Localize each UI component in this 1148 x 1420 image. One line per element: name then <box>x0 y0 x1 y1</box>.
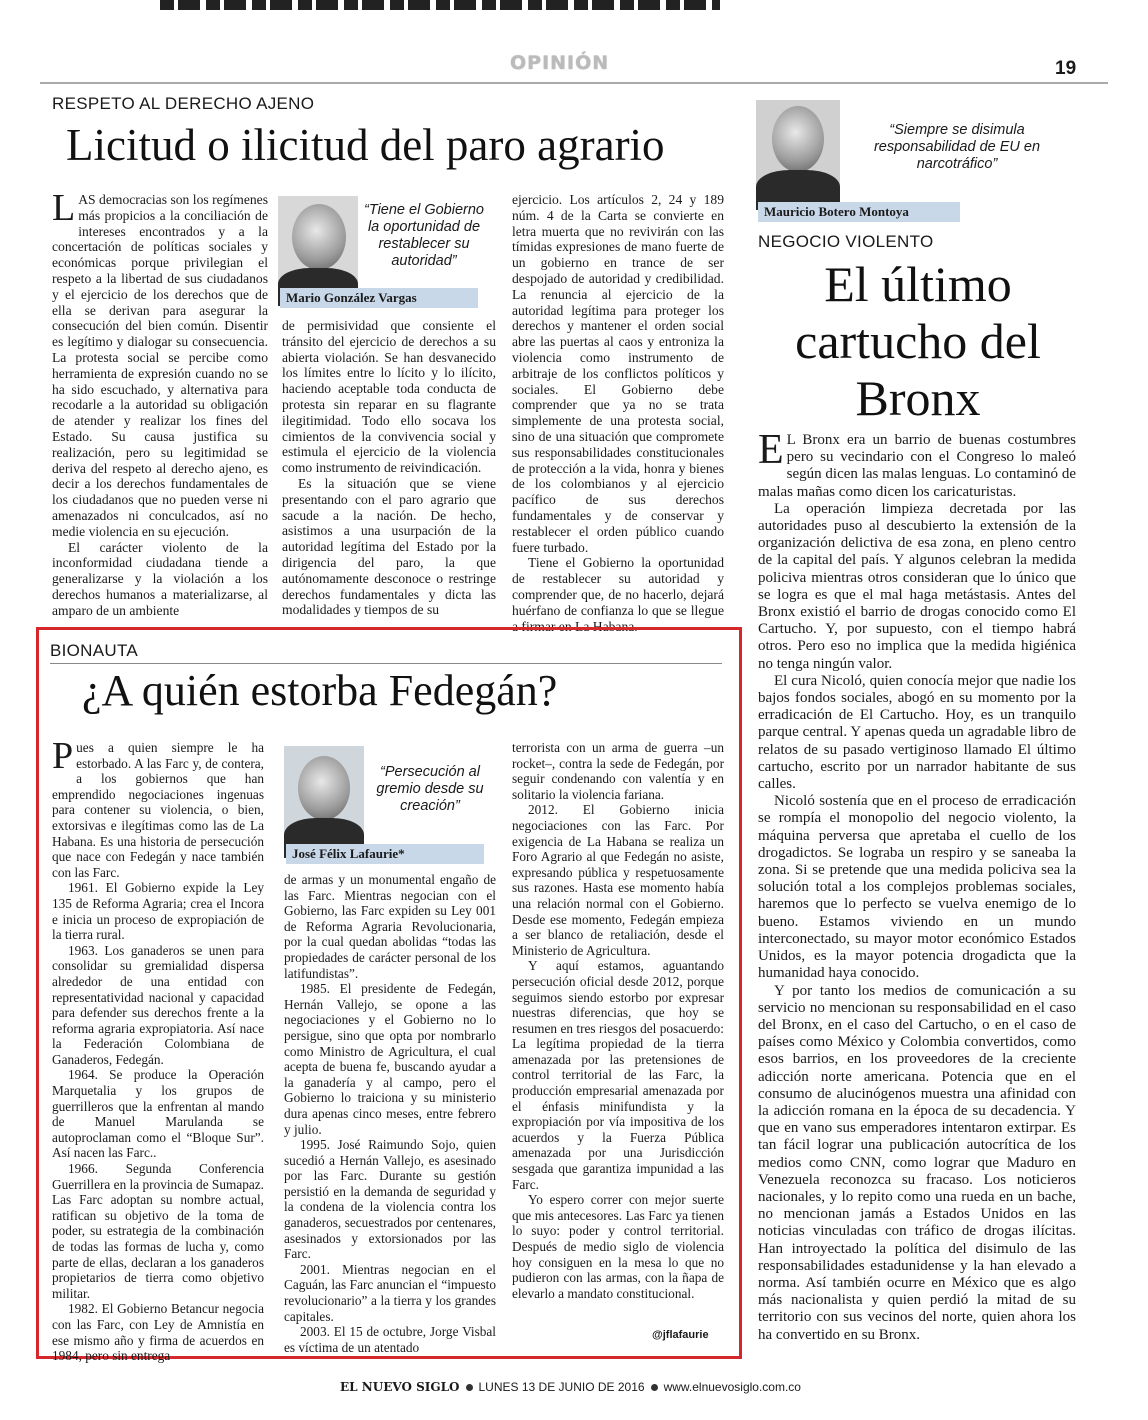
article3-title <box>758 256 1078 427</box>
paragraph: El carácter violento de la inconformidad ciudadana tiende a generalizarse y la violación a los derechos humanos a materializarse, al amparo de un ambiente <box>52 539 268 618</box>
paragraph: L Bronx era un barrio de buenas costumbres pero su vecindario con el Congreso lo maleó según dicen las malas lenguas. Lo contaminó de malas mañas como dicen los caricaturistas. <box>758 432 1076 500</box>
title-line: El último <box>824 256 1012 312</box>
paragraph: 2012. El Gobierno inicia negociaciones con las Farc. Por exigencia de La Habana se realiza un Foro Agrario al que Fedegán no asiste, expresando pública y respetuosamente sus razones. Hasta ese momento había una relación normal con el Gobierno. Desde ese momento, Fedegán empieza a ser blanco de retaliación, desde el Ministerio de Agricultura. <box>512 802 724 958</box>
section-title: OPINIÓN <box>510 52 610 74</box>
drop-cap: P <box>52 735 74 777</box>
paragraph: terrorista con un arma de guerra –un rocket–, contra la sede de Fedegán, por seguir condenando con valentía y en solitario la violencia fariana. <box>512 740 724 802</box>
paragraph: La operación limpieza decretada por las autoridades puso al descubierto la extensión de la organización delictiva de esa zona, en pleno centro de la capital del país. Y algunos celebran la medida policiva mientras otros consideran que lo único que se logra es que el mal haga metástasis. Antes del Bronx existió el barrio de drogas conocido como El Cartucho. Y, por supuesto, con el tiempo habrá otros. Pero eso no implica que la medida higiénica no tenga ningún valor. <box>758 500 1076 672</box>
article3-author: Mauricio Botero Montoya <box>758 202 960 222</box>
article2-column-2 <box>284 872 496 1355</box>
paragraph: AS democracias son los regímenes más propicios a la conciliación de intereses encontrados y a la concertación de políticas sociales y económicas porque privilegian el respeto a la libertad de sus ciudadanos y el ejercicio de los derechos que de ella se derivan para asegurar la consecución del bien común. Disentir es legítimo y dialogar su consecuencia. La protesta social se percibe como herramienta de expresión cuando no se ha sido escuchado, y alternativa para recodarle a la autoridad su obligación de atender y realizar los fines del Estado. Su causa justifica su realización, pero su legitimidad se deriva del respeto al derecho ajeno, es decir a los derechos fundamentales de los ciudadanos que no pueden verse ni amenazados ni conculcados, así no medie violencia en su ejecución. <box>52 192 268 539</box>
paragraph: 1985. El presidente de Fedegán, Hernán Vallejo, se opone a las negociaciones y el Gobierno no lo persigue, sino que opta por nombrarlo como Ministro de Agricultura, el cual acepta de buena fe, buscando ayudar a la ganadería y al campo, pero el Gobierno lo traiciona y su ministerio dura apenas cinco meses, entre febrero y julio. <box>284 981 496 1137</box>
article1-column-1 <box>52 187 268 619</box>
author-photo-jose-felix <box>284 746 364 858</box>
article1-title: Licitud o ilicitud del paro agrario <box>66 120 665 170</box>
article3-body <box>758 427 1076 1344</box>
paragraph: Nicoló sostenía que en el proceso de erradicación se rompía el monopolio del negocio violento, la máquina perversa que apretaba el cuello de los drogadictos. Se lograba un respiro y se saneaba la zona. Si se pretende que una medida policiva sea la solución total a los complejos problemas sociales, haremos que lo perfecto se vuelva enemigo de lo bueno. Estamos viviendo en un mundo interconectado, su mayor motor económico Estados Unidos, es la mayor potencia drogadicta que la humanidad haya conocido. <box>758 793 1076 982</box>
article3-quote: “Siempre se disimula responsabilidad de EU en narcotráfico” <box>873 122 1041 172</box>
article2-column-1 <box>52 735 264 1364</box>
newspaper-logo: EL NUEVO SIGLO <box>340 1380 460 1394</box>
paragraph: 2003. El 15 de octubre, Jorge Visbal es víctima de un atentado <box>284 1324 496 1355</box>
article1-column-3 <box>512 192 724 634</box>
bullet-icon <box>466 1384 473 1391</box>
article1-kicker: RESPETO AL DERECHO AJENO <box>52 94 315 113</box>
article2-quote: “Persecución al gremio desde su creación” <box>376 764 484 814</box>
article1-quote: “Tiene el Gobierno la oportunidad de restablecer su autoridad” <box>364 202 484 269</box>
article1-column-2 <box>282 318 496 618</box>
article2-kicker: BIONAUTA <box>50 641 139 660</box>
paragraph: de permisividad que consiente el tránsito del ejercicio de derechos a su abierta violación. Se han desvanecido los límites entre lo lícito y lo ilícito, haciendo aceptable toda conducta de protesta sin reparar en su flagrante ilegitimidad. Todo ello socava los cimientos de la convivencia social y estimula el ejercicio de la violencia como instrumento de reivindicación. <box>282 318 496 476</box>
footer-date: LUNES 13 DE JUNIO DE 2016 <box>478 1380 645 1394</box>
author-photo-mauricio <box>756 100 840 210</box>
paragraph: ues a quien siempre le ha estorbado. A las Farc y, de contera, a los gobiernos que han emprendido negociaciones ingenuas para contener su violencia, o bien, extorsivas e ilegítimas como las de La Habana. Es una historia de persecución que nace con Fedegán y nace también con las Farc. <box>52 740 264 880</box>
paragraph: de armas y un monumental engaño de las Farc. Mientras negocian con el Gobierno, las Farc expiden su Ley 001 de Reforma Agraria Revolucionaria, por la cual quedan abolidas “todas las propiedades de carácter personal de los latifundistas”. <box>284 872 496 981</box>
paragraph: 1964. Se produce la Operación Marquetalia y los grupos de guerrilleros que la enfrentan al mando de Manuel Marulanda se autoproclaman como el “Bloque Sur”. Así nacen las Farc.. <box>52 1067 264 1161</box>
paragraph: 1963. Los ganaderos se unen para consolidar su gremialidad dispersa alrededor de una entidad con representatividad nacional y capacidad para defender sus derechos frente a la reforma agraria expropiatoria. Así nace la Federación Colombiana de Ganaderos, Fedegán. <box>52 942 264 1067</box>
paragraph: ejercicio. Los artículos 2, 24 y 189 núm. 4 de la Carta se convierte en letra muerta que no revivirán con las tímidas expresiones de mano fuerte de un gobierno en trance de ser despojado de autoridad y credibilidad. La renuncia al ejercicio de la autoridad legítima para proteger los derechos y mantener el orden social abre las puertas al caos y entroniza la violencia como instrumento de arbitraje de los conflictos políticos y sociales. El Gobierno debe comprender que ya no se trata simplemente de una protesta social, sino de una situación que compromete sus responsabilidades constitucionales de protección a la vida, honra y bienes de los colombianos y al ejercicio pacífico de sus derechos fundamentales y de conservar y restablecer el orden público cuando fuere turbado. <box>512 192 724 555</box>
article3-kicker: NEGOCIO VIOLENTO <box>758 232 934 251</box>
kicker-rule <box>50 663 722 664</box>
title-line: cartucho del <box>795 313 1041 369</box>
footer-url[interactable]: www.elnuevosiglo.com.co <box>663 1380 801 1394</box>
paragraph: 1961. El Gobierno expide la Ley 135 de Reforma Agraria; crea el Incora e inicia un proceso de expropiación de la tierra rural. <box>52 880 264 943</box>
bullet-icon <box>651 1384 658 1391</box>
paragraph: 1966. Segunda Conferencia Guerrillera en la provincia de Sumapaz. Las Farc adoptan su nombre actual, ratifican su objetivo de la toma de poder, su estrategia de la combinación de todas las formas de lucha y, como parte de ellas, declaran a los ganaderos propietarios de tierra como objetivo militar. <box>52 1161 264 1301</box>
page-number: 19 <box>1055 58 1077 79</box>
article1-author: Mario González Vargas <box>280 288 478 308</box>
paragraph: Tiene el Gobierno la oportunidad de restablecer su autoridad y comprender que, de no hacerlo, dejará huérfano de confianza lo que se llegue a firmar en La Habana. <box>512 555 724 634</box>
paragraph: Es la situación que se viene presentando con el paro agrario que sacude a la nación. De hecho, asistimos a una usurpación de la autoridad legítima del Estado por la dirigencia del paro, la que autónomamente desconoce o restringe derechos fundamentales y dicta las modalidades y tiempos de su <box>282 475 496 618</box>
paragraph: 2001. Mientras negocian en el Caguán, las Farc anuncian el “impuesto revolucionario” a la tierra y los grandes capitales. <box>284 1261 496 1324</box>
title-line: Bronx <box>855 370 981 426</box>
paragraph: 1995. José Raimundo Sojo, quien sucedió a Hernán Vallejo, es asesinado por las Farc. Durante su gestión persistió en la demanda de seguridad y la condena de la violencia contra los ganaderos, secuestrados por centenares, asesinados y extorsionados por las Farc. <box>284 1137 496 1262</box>
paragraph: El cura Nicoló, quien conocía mejor que nadie los bajos fondos sociales, abogó en su momento por la erradicación de El Cartucho. Hoy, es un tranquilo parque central. Y apenas queda un agradable libro de relatos de su pasado vertiginoso llamado El último cartucho, escrito por un narrador habitante de sus calles. <box>758 672 1076 793</box>
article2-title: ¿A quién estorba Fedegán? <box>82 666 558 715</box>
masthead-strip <box>160 0 720 10</box>
paragraph: Yo espero correr con mejor suerte que mis antecesores. Las Farc ya tienen lo suyo: poder y control territorial. Después de medio siglo de violencia hoy consiguen en la mesa lo que no pudieron con las armas, con la ñapa de elevarlo a mandato constitucional. <box>512 1192 724 1301</box>
drop-cap: E <box>758 427 784 473</box>
paragraph: 1982. El Gobierno Betancur negocia con las Farc, con Ley de Amnistía en ese mismo año y firma de acuerdos en 1984, pero sin entrega <box>52 1301 264 1364</box>
paragraph: Y por tanto los medios de comunicación a su servicio no mencionan su responsabilidad en el caso del Bronx, en el caso del Cartucho, o en el caso de países como México y Colombia convertidos, como esos barrios, en los proveedores de la creciente adicción norte americana. Potencia que en el consumo de alucinógenos muestra una afinidad con la adicción romana en la época de su decadencia. Y que en vano sus emperadores intentaron extirpar. Es tan fácil lograr una publicación autocrítica de los medios como CNN, como lograr que Maduro en Venezuela reconozca su fracaso. Los noticieros nacionales, y lo repito como una rueda en un bache, no mencionan jamás a Estados Unidos en las noticias vinculadas con tráfico de drogas ilícitas. Han introyectado la política del disimulo de las responsabilidades estadunidense y la han elevado a norma. Así también ocurre en México que es algo más nacionalista y quien perdió la mitad de su territorio con sus vecinos del norte, quien ahora los ha convertido en su Bronx. <box>758 982 1076 1343</box>
page-footer <box>340 1380 801 1394</box>
article2-author: José Félix Lafaurie* <box>286 844 484 864</box>
article2-column-3 <box>512 740 724 1301</box>
twitter-handle[interactable]: @jflafaurie <box>652 1329 709 1341</box>
header-rule <box>40 82 1108 84</box>
paragraph: Y aquí estamos, aguantando persecución oficial desde 2012, porque seguimos siendo estorbo por expresar nuestras diferencias, que hoy se resumen en tres riesgos del posacuerdo: La legítima propiedad de la tierra amenazada por las pretensiones de control territorial de las Farc, la producción empresarial amenazada por el énfasis minifundista y la expropiación por vía impositiva de los acuerdos y la Fuerza Pública amenazada por una Jurisdicción sesgada que garantiza impunidad a las Farc. <box>512 958 724 1192</box>
drop-cap: L <box>52 187 76 229</box>
